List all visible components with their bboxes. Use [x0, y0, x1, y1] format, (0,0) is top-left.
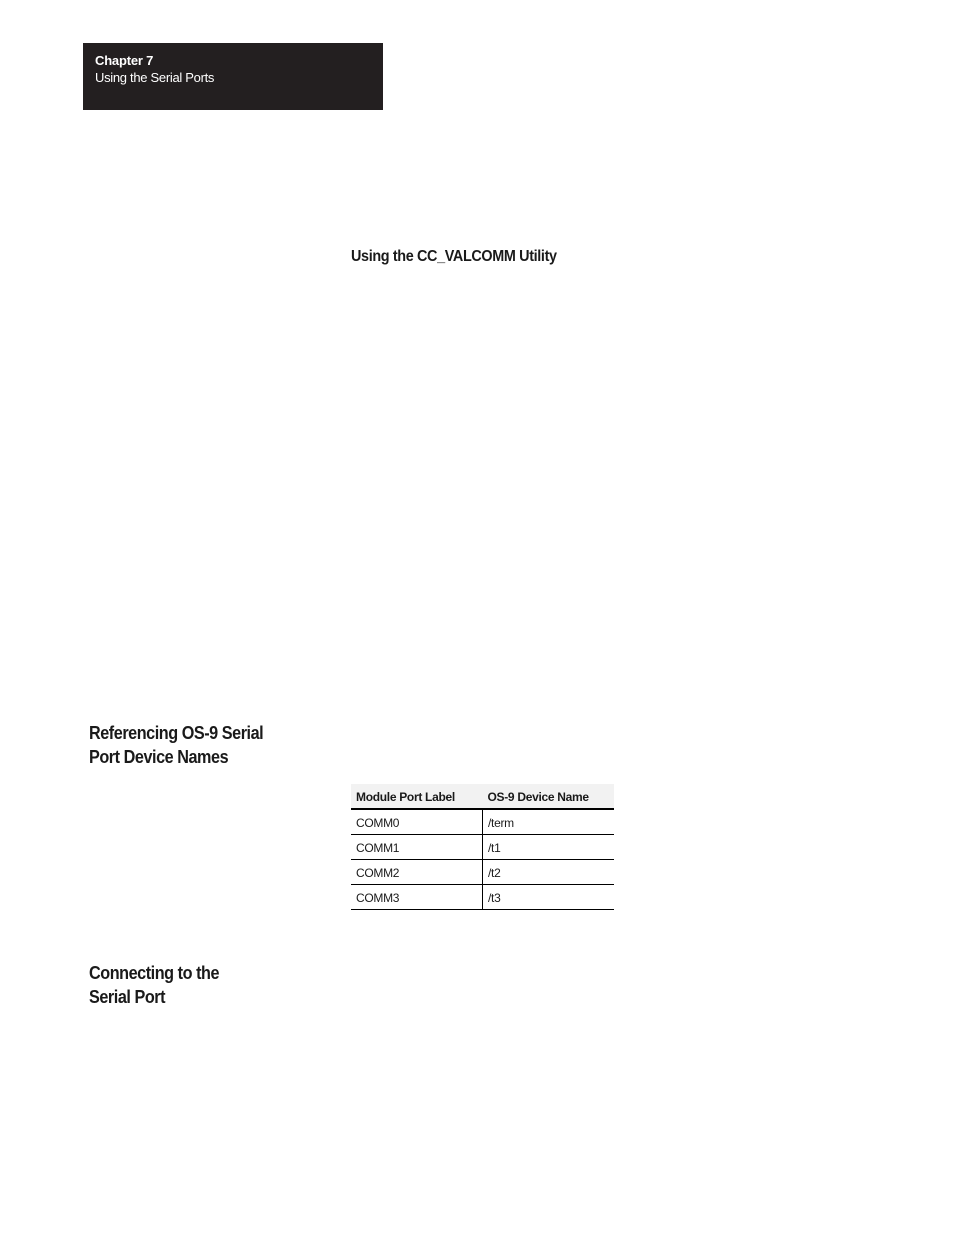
chapter-header — [83, 43, 383, 110]
port-label-cell: COMM0 — [351, 809, 483, 835]
device-name-cell: /t1 — [483, 835, 615, 860]
chapter-title: Using the Serial Ports — [95, 70, 215, 85]
table-row — [351, 885, 614, 910]
section-heading-referencing — [89, 721, 263, 769]
section-heading-connecting — [89, 961, 219, 1009]
table-row — [351, 809, 614, 835]
table-header-row — [351, 784, 614, 809]
table-row — [351, 835, 614, 860]
device-name-table — [351, 784, 614, 910]
heading-line: Port Device Names — [89, 747, 229, 767]
port-label-cell: COMM3 — [351, 885, 483, 910]
device-name-cell: /t3 — [483, 885, 615, 910]
heading-line: Referencing OS-9 Serial — [89, 723, 264, 743]
column-header-port-label: Module Port Label — [351, 784, 483, 809]
heading-line: Connecting to the — [89, 963, 220, 983]
chapter-number: Chapter 7 — [95, 53, 154, 68]
device-name-cell: /term — [483, 809, 615, 835]
column-header-device-name: OS-9 Device Name — [483, 784, 615, 809]
table-row — [351, 860, 614, 885]
heading-line: Serial Port — [89, 987, 166, 1007]
port-label-cell: COMM1 — [351, 835, 483, 860]
section-heading-cc-valcomm: Using the CC_VALCOMM Utility — [351, 248, 557, 265]
device-name-cell: /t2 — [483, 860, 615, 885]
port-label-cell: COMM2 — [351, 860, 483, 885]
